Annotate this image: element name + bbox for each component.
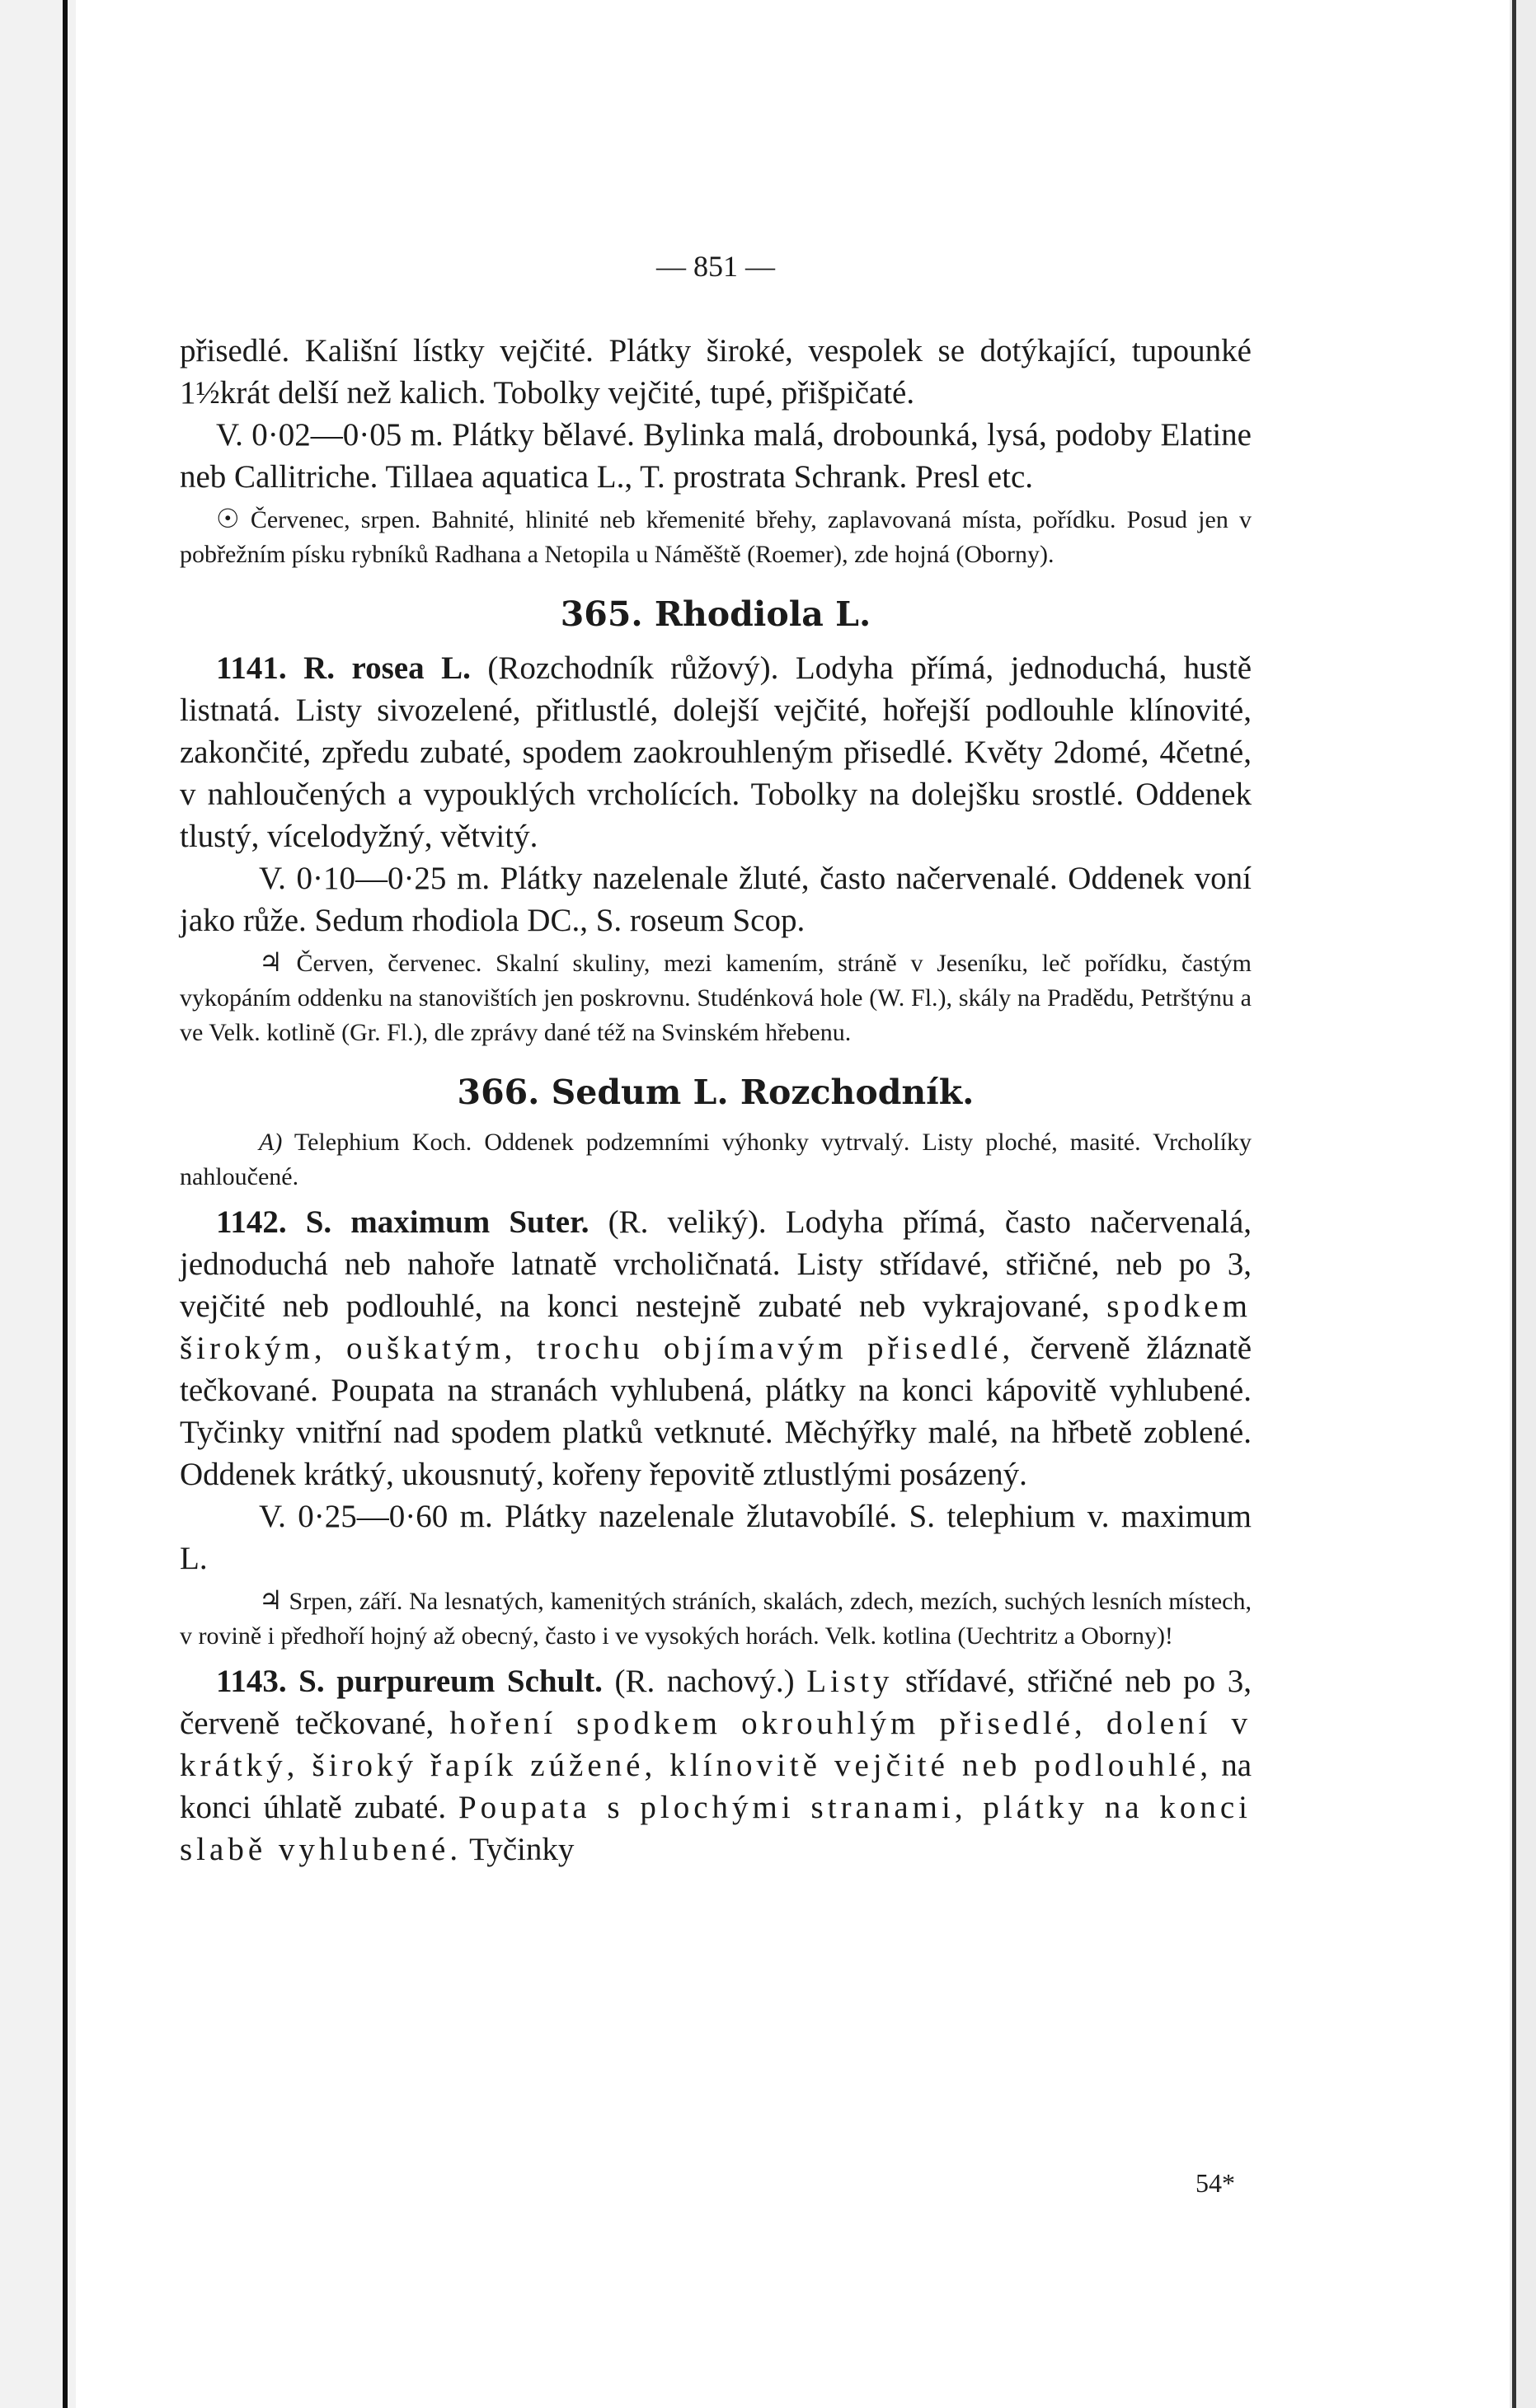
entry-1143-title: 1143. S. purpureum Schult. bbox=[216, 1664, 603, 1699]
genus-heading-rhodiola: 365. Rhodiola L. bbox=[560, 594, 871, 634]
scan-edge-line bbox=[63, 0, 68, 2408]
section-a-text: Telephium Koch. Oddenek podzemními výhonky vytrvalý. Listy ploché, masité. Vrcholíky nahloučené. bbox=[180, 1129, 1252, 1190]
page-body bbox=[180, 330, 1252, 1871]
entry-1143-spaced-text-2: hoření spodkem okrouhlým přisedlé, dolení v krátký, široký řapík zúžené, klínovitě vejčité neb podlouhlé, bbox=[180, 1706, 1252, 1783]
paragraph-tillaea-locality bbox=[180, 501, 1252, 572]
perennial-symbol-icon: ♃ bbox=[259, 1584, 283, 1616]
entry-1142-text-a: (R. veliký). Lodyha přímá, často načervenalá, jednoduchá neb nahoře latnatě vrcholičnatá. Listy střídavé, střičné, neb po 3, vejčité neb podlouhlé, na konci nestejně zubaté neb vykrajované, bbox=[180, 1204, 1252, 1324]
entry-1142 bbox=[180, 1201, 1252, 1495]
section-a-telephium bbox=[180, 1125, 1252, 1195]
entry-1143-text-a: (R. nachový.) bbox=[614, 1664, 795, 1699]
perennial-symbol-icon: ♃ bbox=[259, 946, 283, 978]
paragraph-tillaea-description: přisedlé. Kališní lístky vejčité. Plátky široké, vespolek se dotýkající, tupounké 1½krát delší než kalich. Tobolky vejčité, tupé, přišpičaté. bbox=[180, 333, 1252, 411]
entry-1143 bbox=[180, 1660, 1252, 1871]
entry-1141-title: 1141. R. rosea L. bbox=[216, 650, 471, 686]
entry-1141 bbox=[180, 647, 1252, 857]
entry-1142-spaced-text: spodkem širokým, ouškatým, trochu objímavým přisedlé, bbox=[180, 1288, 1252, 1366]
entry-1142-size: V. 0·25—0·60 m. Plátky nazelenale žlutavobílé. S. telephium v. maximum L. bbox=[180, 1499, 1252, 1576]
tillaea-locality-text: Červenec, srpen. Bahnité, hlinité neb křemenité břehy, zaplavovaná místa, pořídku. Posud jen v pobřežním písku rybníků Radhana a Netopila u Náměště (Roemer), zde hojná (Oborny). bbox=[180, 506, 1252, 568]
entry-1141-text: (Rozchodník růžový). Lodyha přímá, jednoduchá, hustě listnatá. Listy sivozelené, přitlustlé, dolejší vejčité, hořejší podlouhle klínovité, zakončité, zpředu zubaté, spodem zaokrouhleným přisedlé. Květy 2domé, 4četné, v nahloučených a vypouklých vrcholících. Tobolky na dolejšku srostlé. Oddenek tlustý, vícelodyžný, větvitý. bbox=[180, 650, 1252, 854]
entry-1142-title: 1142. S. maximum Suter. bbox=[216, 1204, 590, 1240]
paragraph-tillaea-size: V. 0·02—0·05 m. Plátky bělavé. Bylinka malá, drobounká, lysá, podoby Elatine neb Callitriche. Tillaea aquatica L., T. prostrata Schrank. Presl etc. bbox=[180, 417, 1252, 495]
scan-edge-right-line bbox=[1512, 0, 1516, 2408]
signature-mark: 54* bbox=[1195, 2168, 1235, 2198]
entry-1141-size: V. 0·10—0·25 m. Plátky nazelenale žluté, často načervenalé. Oddenek voní jako růže. Sedum rhodiola DC., S. roseum Scop. bbox=[180, 861, 1252, 938]
entry-1143-text-c: na konci úhlatě zubaté. bbox=[180, 1748, 1252, 1825]
entry-1141-locality-text: Červen, červenec. Skalní skuliny, mezi kamením, stráně v Jeseníku, leč pořídku, častým vykopáním oddenku na stanovištích jen poskrovnu. Studénková hole (W. Fl.), skály na Pradědu, Petrštýnu a ve Velk. kotlině (Gr. Fl.), dle zprávy dané též na Svinském hřebenu. bbox=[180, 950, 1252, 1046]
annual-symbol-icon: ☉ bbox=[216, 503, 240, 534]
page-number: — 851 — bbox=[656, 250, 775, 283]
entry-1143-text-d: Tyčinky bbox=[469, 1832, 575, 1867]
entry-1143-spaced-text-3: Poupata s plochými stranami, plátky na konci slabě vyhlubené. bbox=[180, 1790, 1252, 1867]
genus-heading-sedum: 366. Sedum L. Rozchodník. bbox=[457, 1073, 975, 1112]
entry-1143-text-b: střídavé, střičné neb po 3, červeně tečkované, bbox=[180, 1664, 1252, 1741]
section-a-label: A) bbox=[259, 1129, 283, 1156]
entry-1142-locality-text: Srpen, září. Na lesnatých, kamenitých stráních, skalách, zdech, mezích, suchých lesních místech, v rovině i předhoří hojný až obecný, často i ve vysokých horách. Velk. kotlina (Uechtritz a Oborny)! bbox=[180, 1588, 1252, 1650]
entry-1142-text-b: červeně žláznatě tečkované. Poupata na stranách vyhlubená, plátky na konci kápovitě vyhlubené. Tyčinky vnitřní nad spodem platků vetknuté. Měchýřky malé, na hřbetě zoblené. Oddenek krátký, ukousnutý, kořeny řepovitě ztlustlými posázený. bbox=[180, 1331, 1252, 1492]
entry-1143-spaced-text-1: Listy bbox=[806, 1664, 894, 1699]
entry-1141-locality bbox=[180, 945, 1252, 1050]
entry-1142-locality bbox=[180, 1583, 1252, 1654]
